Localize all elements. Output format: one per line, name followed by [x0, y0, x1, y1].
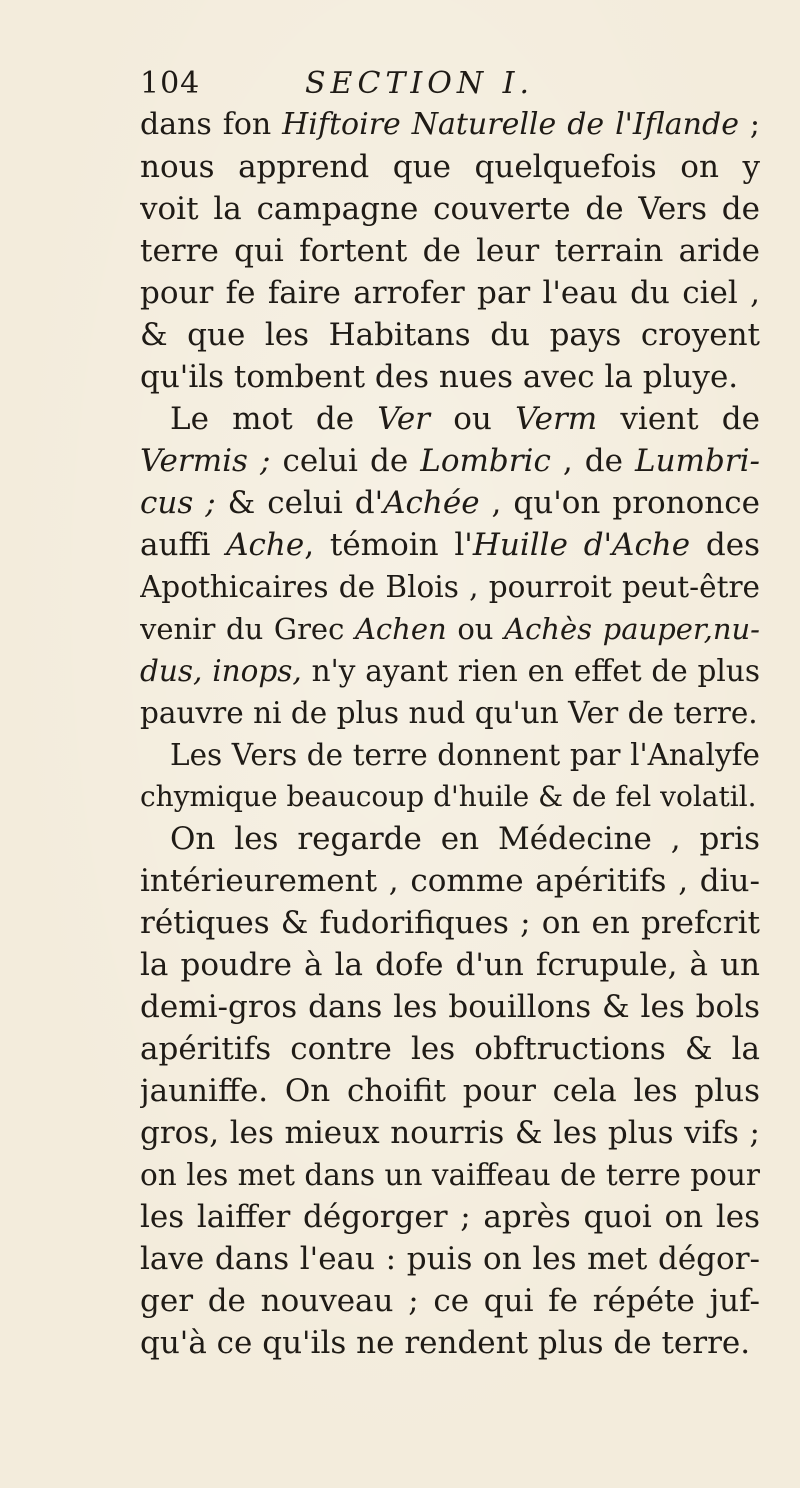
- text-segment: venir du Grec: [140, 612, 355, 646]
- text-segment: ou: [430, 401, 516, 437]
- text-line: [140, 1196, 760, 1238]
- italic-text-segment: Vermis ;: [140, 443, 271, 479]
- text-segment: vient de: [597, 401, 760, 437]
- text-segment: & celui d': [215, 485, 384, 521]
- text-line: [140, 860, 760, 902]
- italic-text-segment: Hiftoire Naturelle de l'Iflande: [282, 107, 739, 142]
- body-text: [140, 104, 760, 1364]
- text-line: [140, 1280, 760, 1322]
- text-segment: terre qui fortent de leur terrain aride: [140, 233, 760, 269]
- text-segment: ger de nouveau ; ce qui fe répéte juf-: [140, 1283, 760, 1319]
- text-line: [140, 1028, 760, 1070]
- italic-text-segment: Verm: [515, 401, 598, 437]
- text-line: [140, 314, 760, 356]
- italic-text-segment: Ver: [377, 401, 430, 437]
- text-segment: , de: [550, 443, 635, 479]
- text-line: [140, 230, 760, 272]
- text-segment: pour fe faire arrofer par l'eau du ciel ,: [140, 275, 760, 311]
- text-segment: intérieurement , comme apéritifs , diu-: [140, 863, 760, 899]
- text-line: [140, 902, 760, 944]
- text-line: [140, 272, 760, 314]
- text-segment: qu'à ce qu'ils ne rendent plus de terre.: [140, 1325, 751, 1361]
- text-line: [140, 566, 760, 608]
- text-segment: pauvre ni de plus nud qu'un Ver de terre.: [140, 696, 758, 730]
- italic-text-segment: Ache: [226, 527, 305, 563]
- italic-text-segment: cus ;: [140, 485, 216, 521]
- text-line: [140, 1154, 760, 1196]
- text-line: [140, 734, 760, 776]
- italic-text-segment: Achen: [354, 612, 447, 646]
- italic-text-segment: Huille d'Ache: [472, 527, 691, 563]
- text-line: [140, 188, 760, 230]
- text-line: [140, 440, 760, 482]
- text-line: [140, 146, 760, 188]
- text-segment: apéritifs contre les obftructions & la: [140, 1031, 760, 1067]
- text-segment: auffi: [140, 527, 227, 563]
- text-segment: n'y ayant rien en effet de plus: [301, 654, 760, 688]
- text-segment: les laiffer dégorger ; après quoi on les: [140, 1199, 760, 1235]
- text-segment: ou: [446, 612, 505, 646]
- text-segment: ;: [738, 107, 760, 142]
- text-segment: On les regarde en Médecine , pris: [170, 821, 760, 857]
- italic-text-segment: dus, inops,: [140, 654, 302, 688]
- text-segment: Les Vers de terre donnent par l'Analyfe: [170, 738, 760, 772]
- text-line: [140, 482, 760, 524]
- text-segment: lave dans l'eau : puis on les met dégor-: [140, 1241, 760, 1277]
- italic-text-segment: Achès pauper,nu-: [504, 612, 760, 646]
- text-line: [140, 692, 760, 734]
- page-number: 104: [140, 66, 201, 101]
- text-segment: qu'ils tombent des nues avec la pluye.: [140, 359, 739, 395]
- text-line: [140, 356, 760, 398]
- italic-text-segment: Lombric: [420, 443, 551, 479]
- text-segment: nous apprend que quelquefois on y: [140, 149, 760, 185]
- text-segment: chymique beaucoup d'huile & de fel volatil.: [140, 780, 757, 813]
- text-segment: Apothicaires de Blois , pourroit peut-être: [140, 570, 760, 604]
- text-segment: , qu'on prononce: [479, 485, 760, 521]
- text-line: [140, 1112, 760, 1154]
- text-segment: dans fon: [140, 107, 283, 142]
- text-line: [140, 944, 760, 986]
- text-line: [140, 1070, 760, 1112]
- text-segment: & que les Habitans du pays croyent: [140, 317, 760, 353]
- italic-text-segment: Lumbri-: [635, 443, 760, 479]
- text-segment: Le mot de: [170, 401, 378, 437]
- text-segment: rétiques & fudorifiques ; on en prefcrit: [140, 905, 760, 941]
- text-segment: la poudre à la dofe d'un fcrupule, à un: [140, 947, 760, 983]
- text-segment: jauniffe. On choifit pour cela les plus: [140, 1073, 760, 1109]
- text-segment: demi-gros dans les bouillons & les bols: [140, 989, 760, 1025]
- text-line: [140, 608, 760, 650]
- text-segment: celui de: [270, 443, 421, 479]
- text-line: [140, 986, 760, 1028]
- text-line: [140, 104, 760, 146]
- text-line: [140, 1238, 760, 1280]
- text-segment: gros, les mieux nourris & les plus vifs ;: [140, 1115, 760, 1151]
- text-line: [140, 1322, 760, 1364]
- text-segment: des: [690, 527, 760, 563]
- text-line: [140, 398, 760, 440]
- text-line: [140, 650, 760, 692]
- text-line: [140, 776, 760, 818]
- running-head: SECTION I.: [305, 66, 535, 101]
- italic-text-segment: Achée: [383, 485, 480, 521]
- text-line: [140, 524, 760, 566]
- page-header: [140, 60, 760, 108]
- text-segment: voit la campagne couverte de Vers de: [140, 191, 760, 227]
- text-line: [140, 818, 760, 860]
- text-segment: on les met dans un vaiffeau de terre pour: [140, 1158, 760, 1192]
- text-segment: , témoin l': [304, 527, 473, 563]
